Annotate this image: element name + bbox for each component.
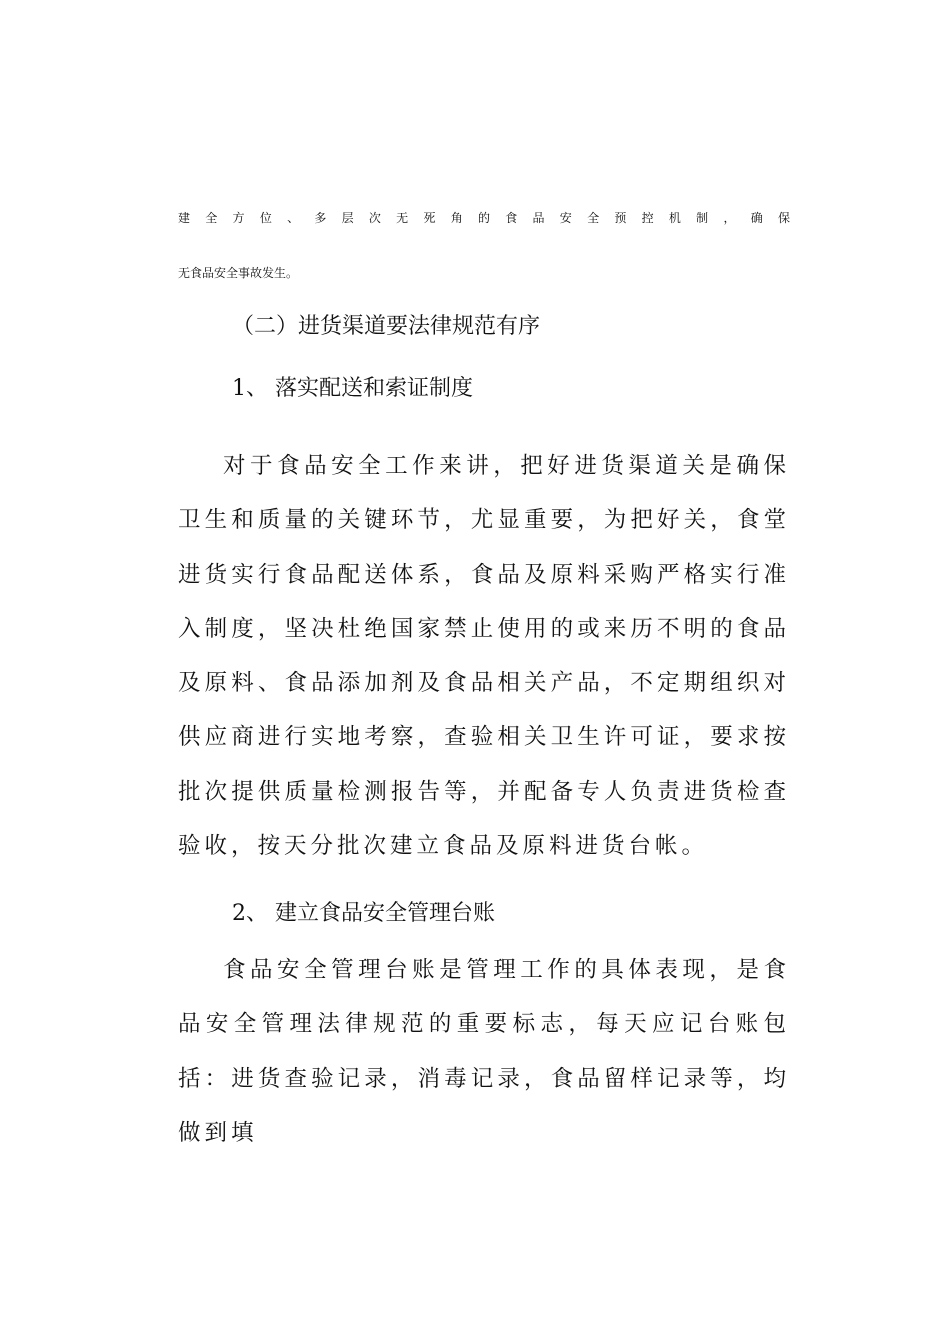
intro-line-1: 建全方位、多层次无死角的食品安全预控机制，确保 (178, 211, 790, 225)
intro-line-2: 无食品安全事故发生。 (178, 266, 299, 280)
paragraph-1: 对于食品安全工作来讲，把好进货渠道关是确保卫生和质量的关键环节，尤显重要，为把好关，食堂进货实行食品配送体系，食品及原料采购严格实行准入制度，坚决杜绝国家禁止使用的或来历不明的食品及原料、食品添加剂及食品相关产品，不定期组织对供应商进行实地考察，查验相关卫生许可证，要求按批次提供质量检测报告等，并配备专人负责进货检查验收，按天分批次建立食品及原料进货台帐。 (178, 453, 790, 860)
section-heading: （二）进货渠道要法律规范有序 (232, 314, 541, 339)
paragraph-2: 食品安全管理台账是管理工作的具体表现，是食品安全管理法律规范的重要标志，每天应记台账包括：进货查验记录，消毒记录，食品留样记录等，均做到填 (178, 957, 790, 1146)
subheading-2: 2、 建立食品安全管理台账 (232, 901, 495, 926)
subheading-1: 1、 落实配送和索证制度 (232, 376, 473, 401)
